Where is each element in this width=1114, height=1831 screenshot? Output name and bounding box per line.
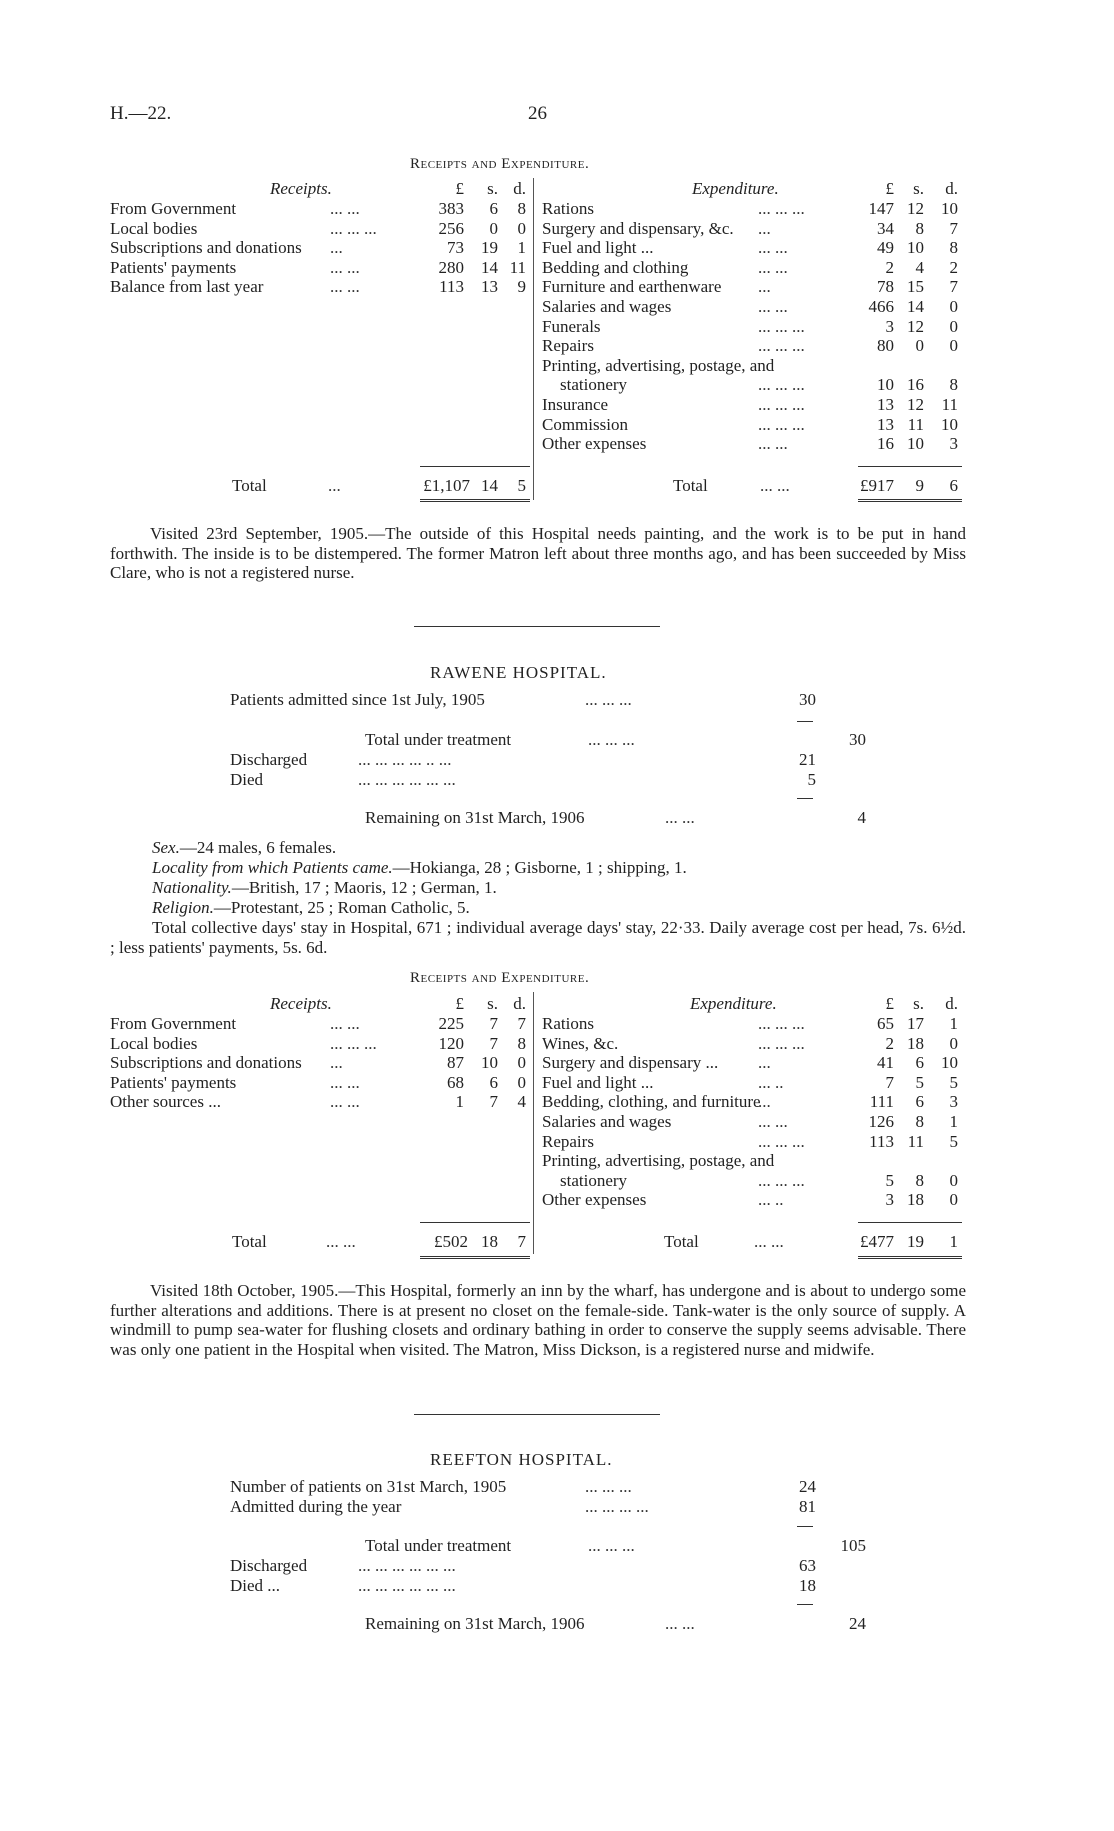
amount-shillings: 18: [907, 1190, 924, 1210]
amount-pence: 0: [949, 1170, 958, 1190]
amount-pounds: 3: [885, 1190, 894, 1210]
stat-label: Patients admitted since 1st July, 1905: [230, 690, 485, 709]
amount-shillings: 17: [907, 1014, 924, 1033]
ledger-label: From Government: [110, 199, 237, 218]
amount-pounds: 256: [438, 218, 464, 238]
stat-label: Number of patients on 31st March, 1905: [230, 1477, 507, 1496]
page-number: 26: [528, 103, 547, 124]
stat-label: Discharged: [230, 1556, 308, 1575]
pound-header: £: [455, 179, 464, 198]
dot-leader: ... ...: [758, 434, 788, 454]
amount-shillings: 10: [481, 1053, 498, 1073]
total-label: Total: [232, 1232, 267, 1251]
stat-label: Discharged: [230, 750, 308, 769]
stat-label: Total under treatment: [365, 1536, 512, 1555]
amount-pence: 11: [509, 257, 526, 277]
total-rule: [420, 466, 530, 467]
dot-leader: ... ... ...: [758, 1131, 805, 1151]
amount-pence: 8: [517, 199, 526, 218]
amount-pounds: 34: [877, 218, 894, 238]
dot-leader: ... ... ...: [758, 1170, 805, 1190]
amount-shillings: 7: [489, 1033, 498, 1053]
stay-text: Total collective days' stay in Hospital, 671 ; individual average days' stay, 22·33. Daily average cost per head, 7s. 6½d. ; less patients' payments, 5s. 6d.: [110, 918, 966, 957]
amount-pence: 2: [949, 257, 958, 277]
total-double-rule: [420, 499, 530, 502]
amount-shillings: 6: [915, 1092, 924, 1112]
amount-pounds: 126: [868, 1112, 894, 1131]
stat-label: Remaining on 31st March, 1906: [365, 1614, 585, 1633]
amount-pence: 0: [949, 1190, 958, 1210]
total-rule: [420, 1222, 530, 1223]
ledger-label: Repairs: [542, 1131, 594, 1151]
sum-rule: [797, 1526, 813, 1527]
dot-leader: ... ... ...: [758, 336, 805, 356]
amount-pounds: 10: [877, 375, 894, 395]
religion-line: [152, 898, 470, 918]
dot-leader: ... ... ...: [758, 199, 805, 218]
amount-shillings: 19: [481, 238, 498, 258]
amount-pence: 0: [517, 1072, 526, 1092]
ledger-label: Bedding, clothing, and furniture: [542, 1092, 761, 1112]
amount-shillings: 7: [489, 1092, 498, 1112]
amount-pence: 0: [949, 297, 958, 316]
stat-count: 30: [799, 690, 816, 709]
stat-count: 21: [799, 750, 816, 769]
pence-header: d.: [945, 994, 958, 1013]
dot-leader: ... ..: [758, 1072, 784, 1092]
sum-rule: [797, 721, 813, 722]
dot-leader: ... ... ...: [330, 1033, 377, 1053]
dot-leader: ... ...: [665, 1614, 695, 1633]
ledger-label: Other expenses: [542, 1190, 647, 1210]
amount-pence: 10: [941, 414, 958, 434]
amount-shillings: 12: [907, 199, 924, 218]
amount-pence: 3: [949, 434, 958, 454]
amount-shillings: 5: [915, 1072, 924, 1092]
column-divider: [533, 178, 534, 500]
total-label: Total: [232, 476, 267, 495]
amount-pence: 7: [949, 277, 958, 297]
ledger-label: Other expenses: [542, 434, 647, 454]
ledger-label: Subscriptions and donations: [110, 238, 302, 258]
amount-shillings: 12: [907, 316, 924, 336]
ledger-label: Other sources ...: [110, 1092, 221, 1112]
dot-leader: ... ... ...: [588, 730, 635, 749]
amount-pounds: 113: [869, 1131, 894, 1151]
amount-shillings: 14: [481, 257, 498, 277]
dot-leader: ... ...: [760, 476, 790, 495]
pence-header: d.: [513, 179, 526, 198]
total-receipts-shillings: 18: [481, 1232, 498, 1251]
dot-leader: ...: [330, 238, 343, 258]
receipts-heading: Receipts.: [270, 994, 332, 1013]
stat-total: 24: [849, 1614, 866, 1633]
expenditure-heading: Expenditure.: [690, 994, 777, 1013]
ledger-label: From Government: [110, 1014, 237, 1033]
amount-pence: 0: [949, 336, 958, 356]
dot-leader: ... ...: [665, 808, 695, 827]
amount-pounds: 225: [438, 1014, 464, 1033]
sex-line: [152, 838, 336, 858]
dot-leader: ... ...: [758, 297, 788, 316]
ledger-label: Fuel and light ...: [542, 238, 654, 258]
stat-count: 5: [807, 770, 816, 789]
amount-pence: 7: [949, 218, 958, 238]
amount-pence: 7: [517, 1014, 526, 1033]
pence-header: d.: [945, 179, 958, 198]
locality-line: [152, 858, 687, 878]
total-double-rule: [858, 499, 962, 502]
sum-rule: [797, 798, 813, 799]
dot-leader: ...: [758, 1053, 771, 1073]
ledger-label: Furniture and earthenware: [542, 277, 722, 297]
amount-pence: 3: [949, 1092, 958, 1112]
ledger-label: Surgery and dispensary, &c.: [542, 218, 734, 238]
amount-pounds: 7: [885, 1072, 894, 1092]
amount-shillings: 0: [915, 336, 924, 356]
stat-label: Died ...: [230, 1576, 281, 1595]
dot-leader: ... ...: [330, 277, 360, 297]
total-expenditure-pounds: £477: [860, 1232, 894, 1251]
sex-label: Sex.: [152, 838, 180, 857]
dot-leader: ... ... ... ... ... ...: [358, 1576, 456, 1595]
amount-pounds: 73: [447, 238, 464, 258]
amount-pounds: 49: [877, 238, 894, 258]
amount-shillings: 11: [907, 414, 924, 434]
amount-shillings: 8: [915, 1170, 924, 1190]
dot-leader: ... ...: [326, 1232, 356, 1251]
ledger-label: Patients' payments: [110, 1072, 237, 1092]
total-receipts-pence: 7: [517, 1232, 526, 1251]
dot-leader: ... ...: [330, 1014, 360, 1033]
amount-pounds: 120: [438, 1033, 464, 1053]
stat-label: Total under treatment: [365, 730, 512, 749]
amount-pounds: 5: [885, 1170, 894, 1190]
rawene-visit-note: Visited 18th October, 1905.—This Hospital, formerly an inn by the wharf, has undergone and is about to undergo some further alterations and additions. There is at present no closet on the female-side. Tank-water is the only source of supply. A windmill to pump sea-water for flushing closets and ordinary bathing in order to conserve the supply seems advisable. There was only one patient in the Hospital when visited. The Matron, Miss Dickson, is a registered nurse and midwife.: [110, 1281, 966, 1359]
pence-header: d.: [513, 994, 526, 1013]
amount-pence: 0: [949, 1033, 958, 1053]
ledger-label: Subscriptions and donations: [110, 1053, 302, 1073]
amount-shillings: 13: [481, 277, 498, 297]
shilling-header: s.: [487, 179, 498, 198]
total-receipts-pounds: £1,107: [423, 476, 470, 495]
amount-pence: 10: [941, 1053, 958, 1073]
ledger-label: Local bodies: [110, 218, 198, 238]
ledger-label: Commission: [542, 414, 628, 434]
amount-shillings: 16: [907, 375, 924, 395]
amount-shillings: 15: [907, 277, 924, 297]
amount-pence: 5: [949, 1131, 958, 1151]
stat-count: 81: [799, 1497, 816, 1516]
visit-note: Visited 23rd September, 1905.—The outside of this Hospital needs painting, and the work is to be put in hand forthwith. The inside is to be distempered. The former Matron left about three months ago, and has been succeeded by Miss Clare, who is not a registered nurse.: [110, 524, 966, 583]
amount-pounds: 1: [455, 1092, 464, 1112]
nationality-text: —British, 17 ; Maoris, 12 ; German, 1.: [231, 878, 497, 897]
ledger-label: Printing, advertising, postage, and: [542, 1151, 775, 1171]
dot-leader: ... ... ...: [758, 316, 805, 336]
stat-label: Remaining on 31st March, 1906: [365, 808, 585, 827]
stat-total: 4: [857, 808, 866, 827]
amount-shillings: 8: [915, 218, 924, 238]
dot-leader: ... ... ... ... ... ...: [358, 770, 456, 789]
dot-leader: ... ... ...: [758, 375, 805, 395]
total-receipts-shillings: 14: [481, 476, 498, 495]
amount-pounds: 65: [877, 1014, 894, 1033]
total-expenditure-pounds: £917: [860, 476, 894, 495]
ledger-label: Salaries and wages: [542, 297, 672, 316]
ledger-label: Bedding and clothing: [542, 257, 689, 277]
dot-leader: ... ...: [330, 1072, 360, 1092]
amount-pence: 8: [949, 238, 958, 258]
amount-pence: 0: [949, 316, 958, 336]
ledger-label: stationery: [560, 1170, 628, 1190]
amount-pence: 10: [941, 199, 958, 218]
amount-pounds: 3: [885, 316, 894, 336]
shilling-header: s.: [913, 994, 924, 1013]
ledger-label: Insurance: [542, 395, 609, 414]
amount-pounds: 111: [869, 1092, 894, 1112]
amount-pounds: 383: [438, 199, 464, 218]
ledger-label: Fuel and light ...: [542, 1072, 654, 1092]
stat-count: 18: [799, 1576, 816, 1595]
amount-pounds: 2: [885, 1033, 894, 1053]
amount-pounds: 13: [877, 395, 894, 414]
shilling-header: s.: [913, 179, 924, 198]
stat-total: 105: [840, 1536, 866, 1555]
dot-leader: ... ... ...: [758, 1033, 805, 1053]
amount-pence: 8: [949, 375, 958, 395]
dot-leader: ...: [758, 1092, 771, 1112]
dot-leader: ...: [758, 218, 771, 238]
dot-leader: ... ... ...: [588, 1536, 635, 1555]
amount-pounds: 147: [868, 199, 894, 218]
ledger-label: Rations: [542, 1014, 594, 1033]
dot-leader: ... ...: [330, 199, 360, 218]
dot-leader: ...: [328, 476, 341, 495]
ledger-label: Local bodies: [110, 1033, 198, 1053]
sum-rule: [797, 1604, 813, 1605]
total-expenditure-pence: 1: [949, 1232, 958, 1251]
total-label: Total: [664, 1232, 699, 1251]
amount-pence: 1: [949, 1112, 958, 1131]
dot-leader: ... ...: [758, 1112, 788, 1131]
amount-shillings: 7: [489, 1014, 498, 1033]
column-divider: [533, 992, 534, 1254]
dot-leader: ... ... ...: [585, 1477, 632, 1496]
receipts-heading: Receipts.: [270, 179, 332, 198]
section-divider: [414, 626, 660, 627]
expenditure-heading: Expenditure.: [692, 179, 779, 198]
dot-leader: ... ...: [330, 257, 360, 277]
ledger-label: Balance from last year: [110, 277, 264, 297]
amount-pence: 1: [949, 1014, 958, 1033]
total-label: Total: [673, 476, 708, 495]
amount-shillings: 6: [489, 1072, 498, 1092]
dot-leader: ... ... ... ... ... ...: [358, 1556, 456, 1575]
dot-leader: ... ... ...: [758, 395, 805, 414]
dot-leader: ... ...: [758, 238, 788, 258]
nationality-line: [152, 878, 497, 898]
locality-label: Locality from which Patients came.: [152, 858, 393, 877]
document-reference: H.—22.: [110, 103, 172, 124]
amount-shillings: 10: [907, 238, 924, 258]
amount-pounds: 87: [447, 1053, 464, 1073]
amount-pounds: 80: [877, 336, 894, 356]
stat-count: 63: [799, 1556, 816, 1575]
locality-text: —Hokianga, 28 ; Gisborne, 1 ; shipping, 1.: [392, 858, 687, 877]
amount-pence: 0: [517, 1053, 526, 1073]
amount-pounds: 68: [447, 1072, 464, 1092]
amount-pence: 1: [517, 238, 526, 258]
total-expenditure-shillings: 9: [915, 476, 924, 495]
ledger-label: Surgery and dispensary ...: [542, 1053, 719, 1073]
pound-header: £: [455, 994, 464, 1013]
total-receipts-pence: 5: [517, 476, 526, 495]
dot-leader: ... ... ... ... .. ...: [358, 750, 452, 769]
amount-pounds: 113: [439, 277, 464, 297]
ledger-label: Printing, advertising, postage, and: [542, 355, 775, 375]
amount-pence: 8: [517, 1033, 526, 1053]
amount-pence: 11: [941, 395, 958, 414]
amount-shillings: 6: [489, 199, 498, 218]
stat-count: 24: [799, 1477, 816, 1496]
amount-shillings: 6: [915, 1053, 924, 1073]
total-rule: [858, 466, 962, 467]
total-double-rule: [858, 1256, 962, 1259]
religion-label: Religion.: [152, 898, 214, 917]
rawene-re-title: Receipts and Expenditure.: [410, 970, 590, 986]
total-double-rule: [420, 1256, 530, 1259]
ledger-label: Funerals: [542, 316, 601, 336]
total-rule: [858, 1222, 962, 1223]
ledger-label: stationery: [560, 375, 628, 395]
amount-shillings: 12: [907, 395, 924, 414]
dot-leader: ... ..: [758, 1190, 784, 1210]
dot-leader: ... ...: [758, 257, 788, 277]
amount-shillings: 4: [915, 257, 924, 277]
stat-label: Admitted during the year: [230, 1497, 402, 1516]
amount-pounds: 466: [868, 297, 894, 316]
nationality-label: Nationality.: [152, 878, 232, 897]
amount-shillings: 11: [907, 1131, 924, 1151]
total-expenditure-pence: 6: [949, 476, 958, 495]
ledger-label: Patients' payments: [110, 257, 237, 277]
reefton-title: REEFTON HOSPITAL.: [430, 1450, 613, 1469]
dot-leader: ... ... ...: [330, 218, 377, 238]
dot-leader: ...: [330, 1053, 343, 1073]
stat-total: 30: [849, 730, 866, 749]
amount-shillings: 0: [489, 218, 498, 238]
stat-label: Died: [230, 770, 264, 789]
pound-header: £: [885, 179, 894, 198]
section1-title: Receipts and Expenditure.: [410, 156, 590, 172]
dot-leader: ...: [758, 277, 771, 297]
amount-pounds: 41: [877, 1053, 894, 1073]
dot-leader: ... ... ...: [758, 414, 805, 434]
dot-leader: ... ... ... ...: [585, 1497, 649, 1516]
total-expenditure-shillings: 19: [907, 1232, 924, 1251]
amount-pence: 9: [517, 277, 526, 297]
amount-pence: 5: [949, 1072, 958, 1092]
amount-pounds: 280: [438, 257, 464, 277]
ledger-label: Rations: [542, 199, 594, 218]
pound-header: £: [885, 994, 894, 1013]
amount-shillings: 8: [915, 1112, 924, 1131]
dot-leader: ... ...: [330, 1092, 360, 1112]
section-divider: [414, 1414, 660, 1415]
ledger-label: Salaries and wages: [542, 1112, 672, 1131]
amount-pounds: 2: [885, 257, 894, 277]
sex-text: —24 males, 6 females.: [179, 838, 337, 857]
amount-pounds: 16: [877, 434, 894, 454]
amount-pounds: 13: [877, 414, 894, 434]
amount-shillings: 10: [907, 434, 924, 454]
dot-leader: ... ...: [754, 1232, 784, 1251]
amount-pounds: 78: [877, 277, 894, 297]
dot-leader: ... ... ...: [585, 690, 632, 709]
total-receipts-pounds: £502: [434, 1232, 468, 1251]
ledger-label: Wines, &c.: [542, 1033, 619, 1053]
ledger-label: Repairs: [542, 336, 594, 356]
amount-pence: 0: [517, 218, 526, 238]
religion-text: —Protestant, 25 ; Roman Catholic, 5.: [213, 898, 470, 917]
amount-shillings: 14: [907, 297, 924, 316]
shilling-header: s.: [487, 994, 498, 1013]
rawene-title: RAWENE HOSPITAL.: [430, 663, 607, 682]
amount-pence: 4: [517, 1092, 526, 1112]
amount-shillings: 18: [907, 1033, 924, 1053]
dot-leader: ... ... ...: [758, 1014, 805, 1033]
